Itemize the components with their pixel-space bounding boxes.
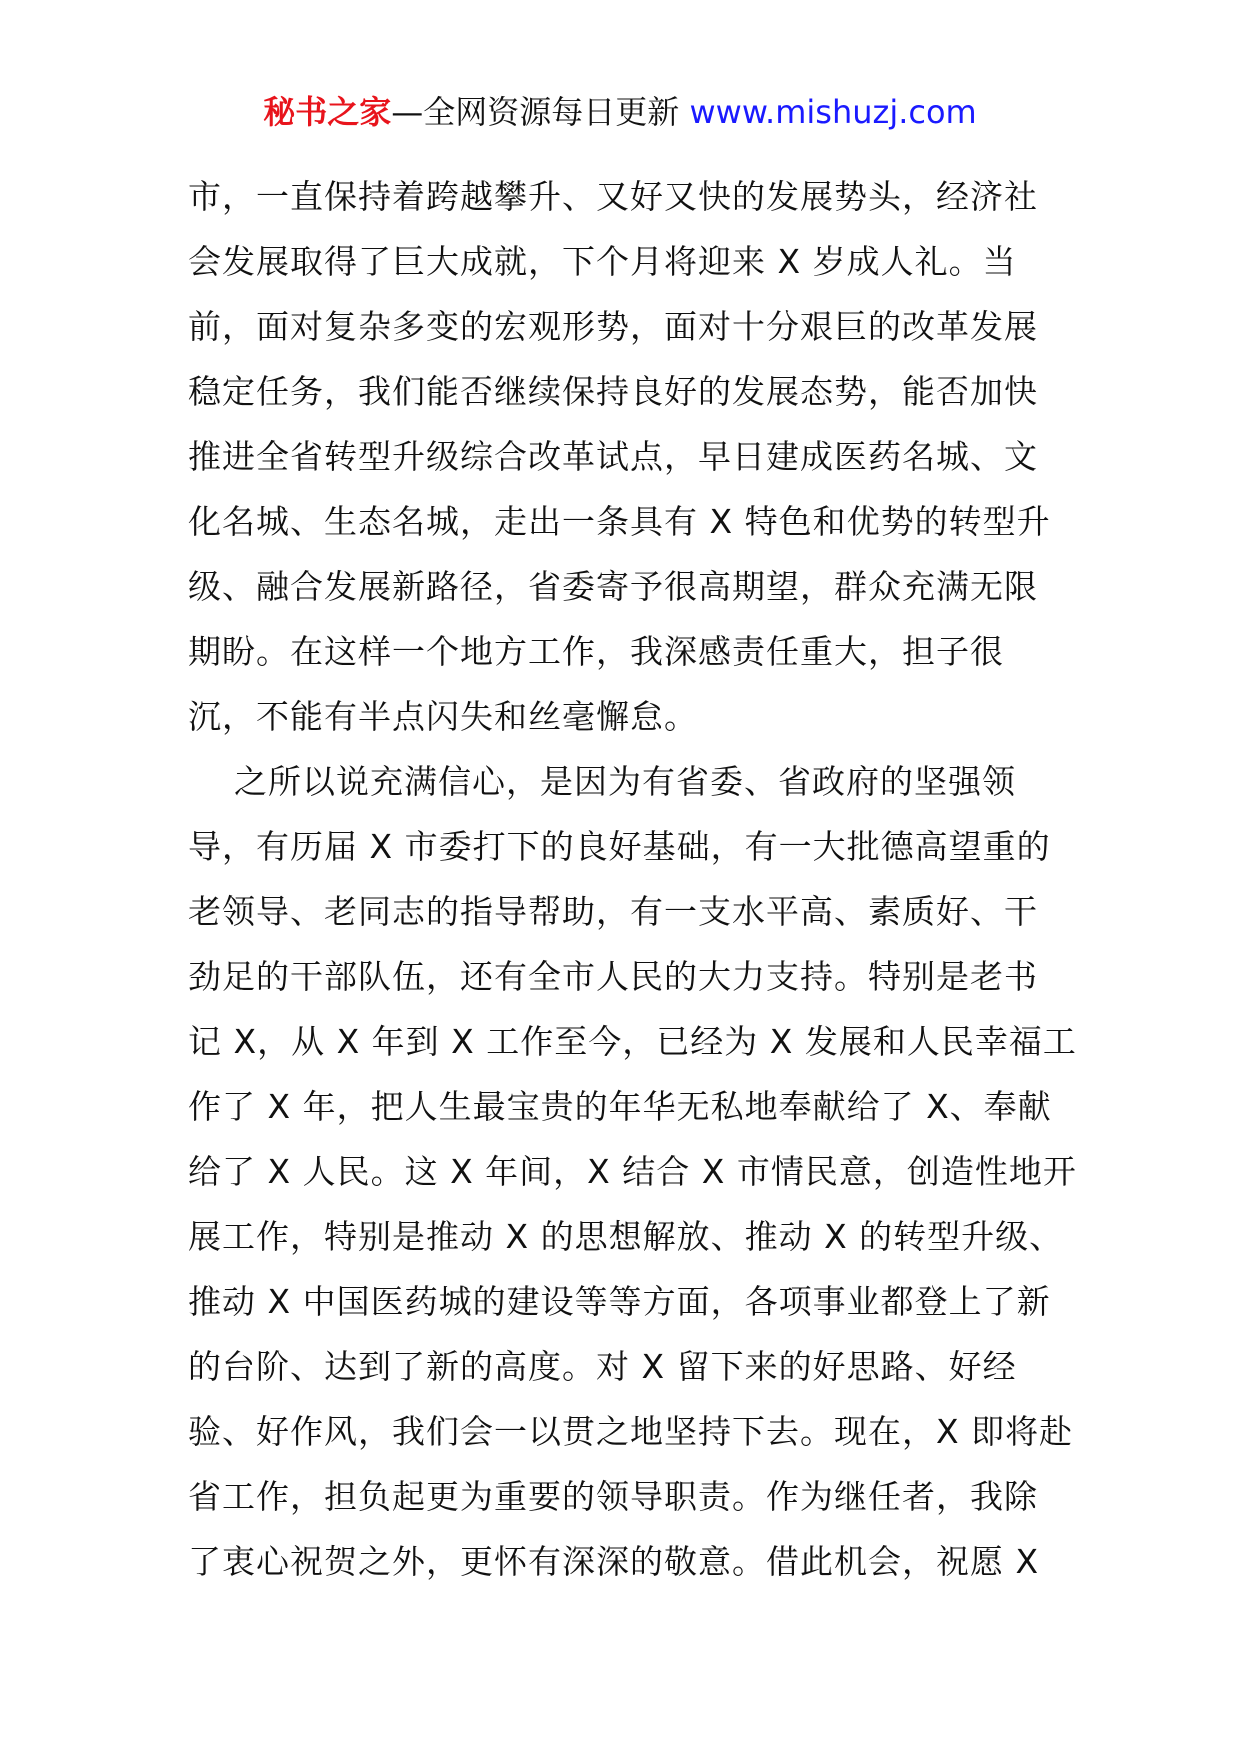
text-line: 展工作，特别是推动 X 的思想解放、推动 X 的转型升级、 bbox=[188, 1217, 1064, 1256]
site-header bbox=[0, 92, 1240, 132]
header-tagline: —全网资源每日更新 bbox=[391, 93, 680, 131]
text-line: 劲足的干部队伍，还有全市人民的大力支持。特别是老书 bbox=[188, 957, 1038, 996]
text-line: 会发展取得了巨大成就，下个月将迎来 X 岁成人礼。当 bbox=[188, 242, 1017, 281]
text-line: 作了 X 年，把人生最宝贵的年华无私地奉献给了 X、奉献 bbox=[188, 1087, 1052, 1126]
text-line: 市，一直保持着跨越攀升、又好又快的发展势头，经济社 bbox=[188, 177, 1038, 216]
text-line: 导，有历届 X 市委打下的良好基础，有一大批德高望重的 bbox=[188, 827, 1051, 866]
text-line: 了衷心祝贺之外，更怀有深深的敬意。借此机会，祝愿 X bbox=[188, 1542, 1040, 1581]
text-line: 推进全省转型升级综合改革试点，早日建成医药名城、文 bbox=[188, 437, 1038, 476]
text-line: 前，面对复杂多变的宏观形势，面对十分艰巨的改革发展 bbox=[188, 307, 1038, 346]
text-line: 沉，不能有半点闪失和丝毫懈怠。 bbox=[188, 697, 698, 736]
text-line: 省工作，担负起更为重要的领导职责。作为继任者，我除 bbox=[188, 1477, 1038, 1516]
text-line: 记 X，从 X 年到 X 工作至今，已经为 X 发展和人民幸福工 bbox=[188, 1022, 1077, 1061]
text-line: 之所以说充满信心，是因为有省委、省政府的坚强领 bbox=[188, 762, 1016, 801]
text-line: 稳定任务，我们能否继续保持良好的发展态势，能否加快 bbox=[188, 372, 1038, 411]
text-line: 验、好作风，我们会一以贯之地坚持下去。现在，X 即将赴 bbox=[188, 1412, 1074, 1451]
text-line: 化名城、生态名城，走出一条具有 X 特色和优势的转型升 bbox=[188, 502, 1051, 541]
brand-name: 秘书之家 bbox=[263, 93, 392, 131]
document-body bbox=[188, 164, 1077, 1594]
text-line: 级、融合发展新路径，省委寄予很高期望，群众充满无限 bbox=[188, 567, 1038, 606]
text-line: 推动 X 中国医药城的建设等等方面，各项事业都登上了新 bbox=[188, 1282, 1051, 1321]
text-line: 的台阶、达到了新的高度。对 X 留下来的好思路、好经 bbox=[188, 1347, 1017, 1386]
site-url-link[interactable]: www.mishuzj.com bbox=[689, 93, 977, 131]
text-line: 老领导、老同志的指导帮助，有一支水平高、素质好、干 bbox=[188, 892, 1038, 931]
text-line: 期盼。在这样一个地方工作，我深感责任重大，担子很 bbox=[188, 632, 1004, 671]
text-line: 给了 X 人民。这 X 年间，X 结合 X 市情民意，创造性地开 bbox=[188, 1152, 1077, 1191]
